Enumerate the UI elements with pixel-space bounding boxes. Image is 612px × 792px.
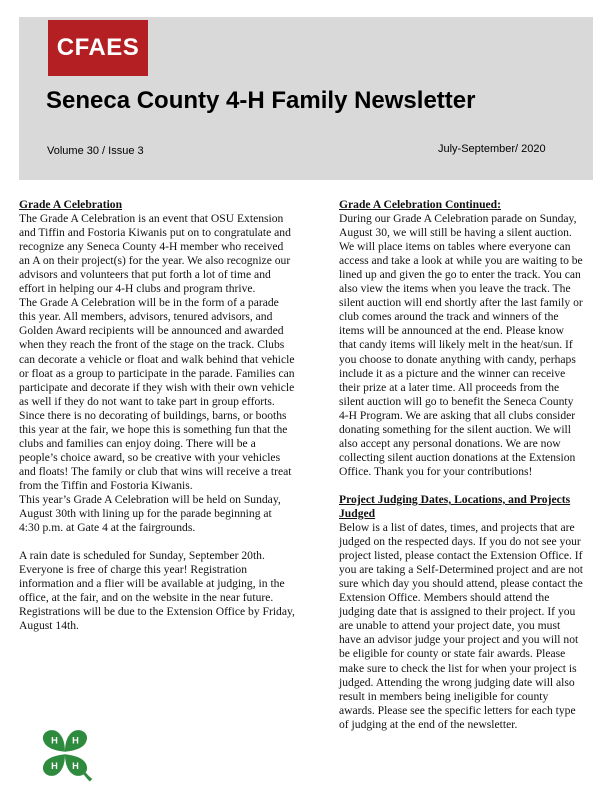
svg-text:H: H xyxy=(51,735,58,746)
grade-a-parade: The Grade A Celebration will be in the form of a parade this year. All members, advisors, tenured advisors, and Golden Award recipients will be announced and awarded when they reach the front of the stage on the track. Clubs can decorate a vehicle or float and walk behind that vehicle or float as a group to participate in the parade. Families can participate and decorate if they wish with their own vehicle as well if they do not want to take part in group efforts. Since there is no decorating of buildings, barns, or booths this year at the fair, we hope this is something fun that the clubs and families can enjoy doing. There will be a people’s choice award, so be creative with your vehicles and floats! The family or club that wins will receive a treat from the Tiffin and Fostoria Kiwanis. xyxy=(19,296,295,492)
svg-text:H: H xyxy=(51,761,58,772)
project-judging-heading: Project Judging Dates, Locations, and Projects Judged xyxy=(339,492,571,520)
cfaes-logo: CFAES xyxy=(48,20,148,76)
left-column xyxy=(19,198,295,633)
silent-auction-text: During our Grade A Celebration parade on Sunday, August 30, we will still be having a silent auction. We will place items on tables where everyone can access and take a look at while you are waiting to be lined up and given the go to enter the track. You can also view the items when you leave the track. The silent auction will end shortly after the last family or club comes around the track and winners of the items will be announced at the end. Please know that candy items will likely melt in the heat/sun. If you choose to donate anything with candy, perhaps include it as a picture and the winner can receive their prize at a later time. All proceeds from the silent auction will go to benefit the Seneca County 4-H Program. We are asking that all clubs consider donating something for the silent auction. We will also accept any personal donations. We are now collecting silent auction donations at the Extension Office. Thank you for your contributions! xyxy=(339,212,583,478)
svg-text:H: H xyxy=(72,761,79,772)
issue-date: July-September/ 2020 xyxy=(438,143,546,155)
grade-a-heading: Grade A Celebration xyxy=(19,198,123,211)
grade-a-intro: The Grade A Celebration is an event that OSU Extension and Tiffin and Fostoria Kiwanis put on to congratulate and recognize any Seneca County 4-H member who received an A on their project(s) for the year. We also recognize our advisors and volunteers that put forth a lot of time and effort in helping our 4-H clubs and program thrive. xyxy=(19,212,291,296)
grade-a-date: This year’s Grade A Celebration will be held on Sunday, August 30th with lining up for the parade beginning at 4:30 p.m. at Gate 4 at the fairgrounds. xyxy=(19,492,281,535)
grade-a-continued-heading: Grade A Celebration Continued: xyxy=(339,198,501,211)
svg-text:H: H xyxy=(72,735,79,746)
right-column xyxy=(339,198,584,732)
grade-a-rain-date: A rain date is scheduled for Sunday, September 20th. Everyone is free of charge this year! Registration information and a flier will be available at judging, in the office, at the fair, and on the website in the near future. Registrations will be due to the Extension Office by Friday, August 14th. xyxy=(19,549,295,633)
project-judging-text: Below is a list of dates, times, and projects that are judged on the respected days. If you do not see your project listed, please contact the Extension Office. If you are taking a Self-Determined project and are not sure which day you should attend, please contact the Extension Office. Members should attend the judging date that is assigned to their project. If you are unable to attend your project date, you must have an advisor judge your project and you will not be eligible for county or state fair awards. Please make sure to check the list for when your project is judged. Attending the wrong judging date will also result in members being ineligible for county awards. Please see the specific letters for each type of judging at the end of the newsletter. xyxy=(339,521,584,731)
newsletter-title: Seneca County 4-H Family Newsletter xyxy=(46,87,476,114)
volume-issue: Volume 30 / Issue 3 xyxy=(47,145,144,157)
four-leaf-clover-icon xyxy=(34,722,96,784)
